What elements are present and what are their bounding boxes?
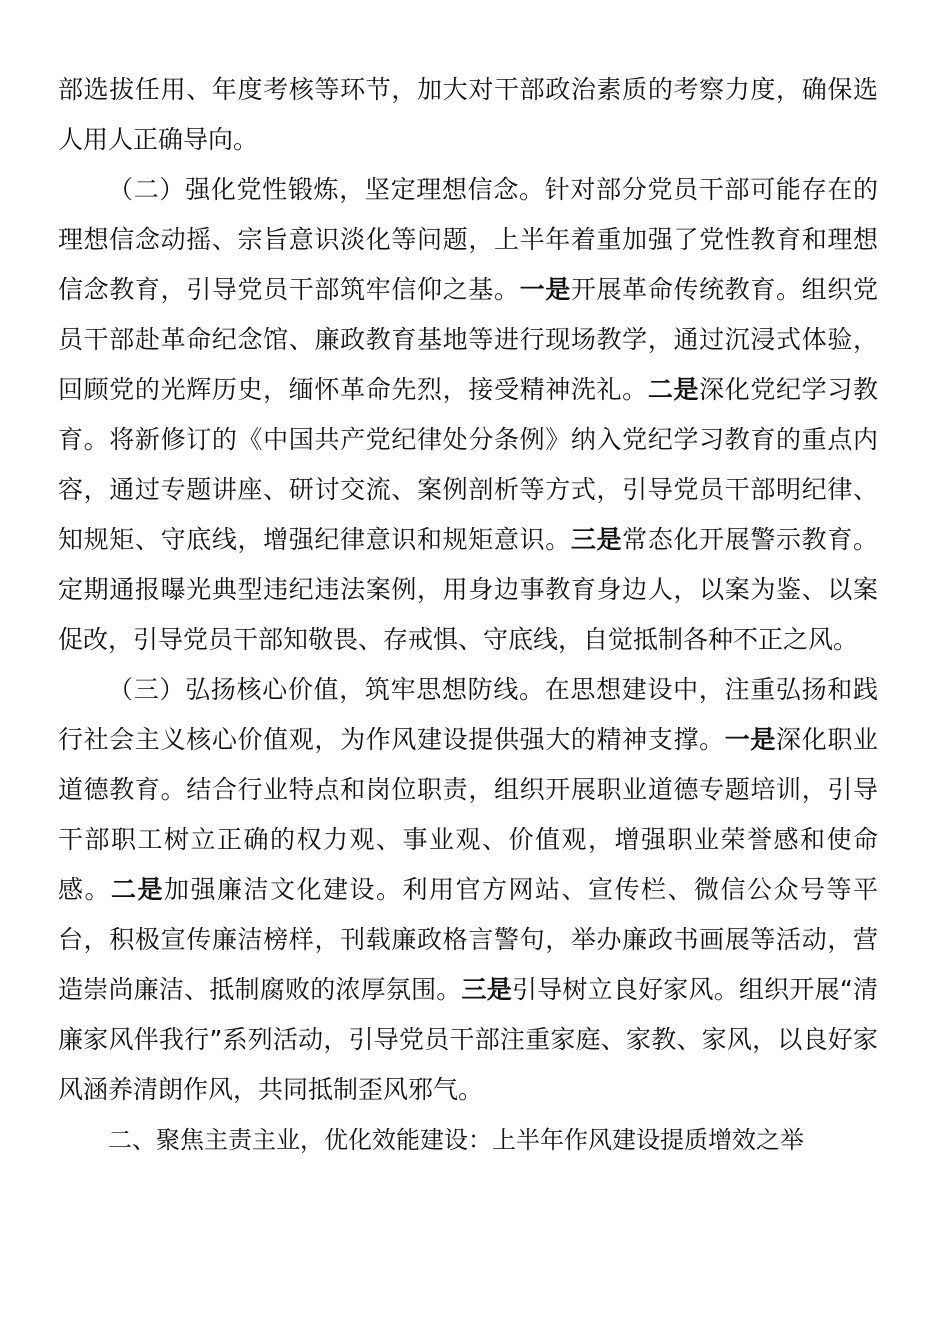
bold-marker: 一是 [519, 275, 571, 304]
paragraph-p1 [58, 65, 878, 165]
bold-marker: 一是 [724, 725, 777, 754]
text-segment: 常态化开展警示教育。定期通报曝光典型违纪违法案例，用身边事教育身边人，以案为鉴、以案促改，引导党员干部知敬畏、存戒惧、守底线，自觉抵制各种不正之风。 [58, 525, 878, 654]
text-segment: 深化党纪学习教育。将新修订的《中国共产党纪律处分条例》纳入党纪学习教育的重点内容，通过专题讲座、研讨交流、案例剖析等方式，引导党员干部明纪律、知规矩、守底线，增强纪律意识和规矩意识。 [58, 375, 878, 554]
bold-marker: 二是 [647, 375, 700, 404]
text-segment: 加强廉洁文化建设。利用官方网站、宣传栏、微信公众号等平台，积极宣传廉洁榜样，刊载廉政格言警句，举办廉政书画展等活动，营造崇尚廉洁、抵制腐败的浓厚氛围。 [58, 875, 878, 1004]
text-segment: 深化职业道德教育。结合行业特点和岗位职责，组织开展职业道德专题培训，引导干部职工树立正确的权力观、事业观、价值观，增强职业荣誉感和使命感。 [58, 725, 878, 904]
document-body [58, 65, 878, 1115]
paragraph-p2 [58, 165, 878, 665]
section-heading: 二、聚焦主责主业，优化效能建设：上半年作风建设提质增效之举 [108, 1126, 804, 1154]
text-segment: 引导树立良好家风。组织开展“清廉家风伴我行”系列活动，引导党员干部注重家庭、家教、家风，以良好家风涵养清朗作风，共同抵制歪风邪气。 [58, 975, 878, 1104]
document-page [58, 65, 878, 1165]
text-segment: 部选拔任用、年度考核等环节，加大对干部政治素质的考察力度，确保选人用人正确导向。 [58, 75, 878, 154]
bold-marker: 三是 [461, 975, 512, 1004]
text-segment: 开展革命传统教育。组织党员干部赴革命纪念馆、廉政教育基地等进行现场教学，通过沉浸式体验，回顾党的光辉历史，缅怀革命先烈，接受精神洗礼。 [58, 275, 878, 404]
paragraph-p3 [58, 665, 878, 1115]
bold-marker: 三是 [570, 525, 623, 554]
text-segment: （三）弘扬核心价值，筑牢思想防线。在思想建设中，注重弘扬和践行社会主义核心价值观，为作风建设提供强大的精神支撑。 [58, 675, 878, 754]
bold-marker: 二是 [111, 875, 164, 904]
text-segment: （二）强化党性锻炼，坚定理想信念。针对部分党员干部可能存在的理想信念动摇、宗旨意识淡化等问题，上半年着重加强了党性教育和理想信念教育，引导党员干部筑牢信仰之基。 [58, 175, 878, 304]
